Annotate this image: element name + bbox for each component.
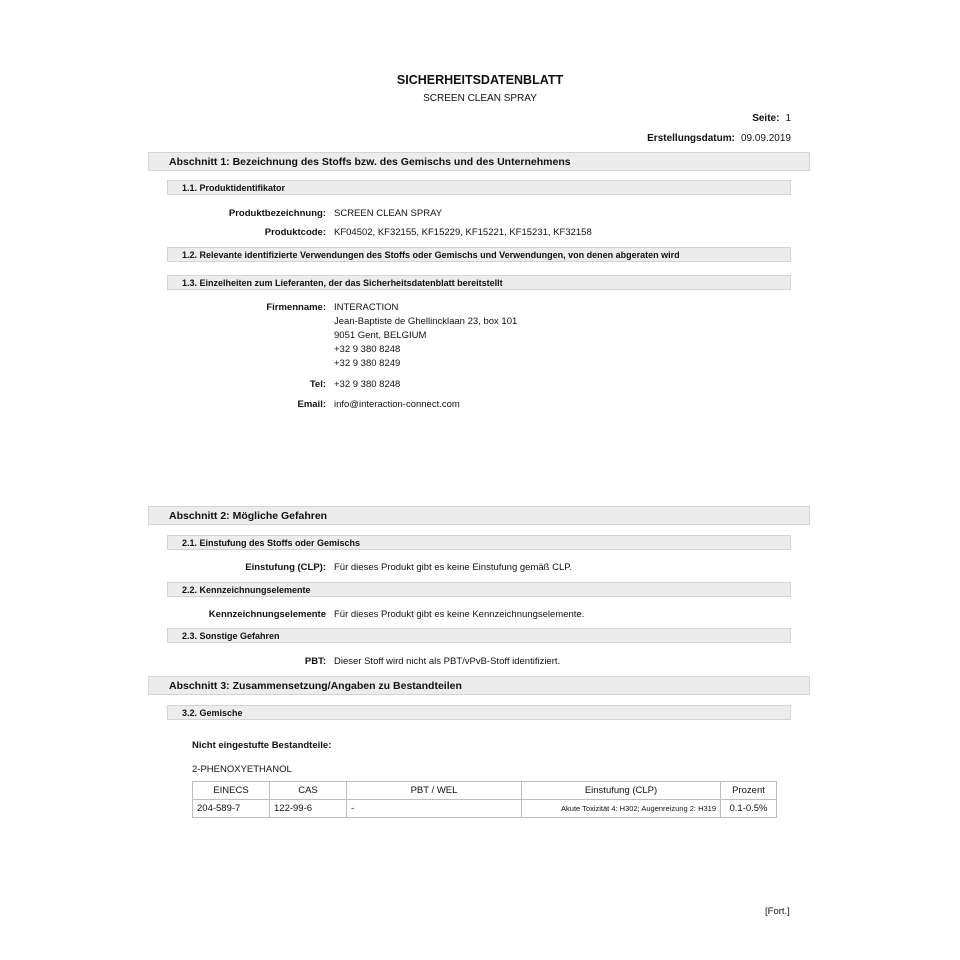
table-row (193, 800, 777, 818)
cell-classification: Akute Toxizität 4: H302; Augenreizung 2: H319 (522, 800, 721, 818)
classification-value: Für dieses Produkt gibt es keine Einstufung gemäß CLP. (334, 562, 572, 573)
subsection-1-1-header: 1.1. Produktidentifikator (167, 180, 791, 195)
tel-value: +32 9 380 8248 (334, 379, 401, 390)
pbt-label: PBT: (304, 656, 326, 667)
subsection-3-2-header: 3.2. Gemische (167, 705, 791, 720)
email-label: Email: (297, 399, 326, 410)
header-einecs: EINECS (193, 782, 270, 800)
section-3-header: Abschnitt 3: Zusammensetzung/Angaben zu Bestandteilen (148, 676, 810, 695)
subsection-1-3-header: 1.3. Einzelheiten zum Lieferanten, der das Sicherheitsdatenblatt bereitstellt (167, 275, 791, 290)
product-name-value: SCREEN CLEAN SPRAY (334, 208, 443, 219)
company-phone-1: +32 9 380 8248 (334, 344, 401, 355)
page-label: Seite: (752, 113, 780, 124)
classification-label: Einstufung (CLP): (245, 562, 326, 573)
section-2-header: Abschnitt 2: Mögliche Gefahren (148, 506, 810, 525)
company-name: INTERACTION (334, 302, 399, 313)
date-value: 09.09.2019 (740, 133, 791, 144)
document-subtitle: SCREEN CLEAN SPRAY (423, 93, 537, 104)
components-table (192, 781, 777, 818)
unclassified-components-label: Nicht eingestufte Bestandteile: (192, 740, 332, 751)
header-percent: Prozent (721, 782, 777, 800)
tel-label: Tel: (309, 379, 326, 390)
creation-date (647, 133, 791, 144)
product-code-value: KF04502, KF32155, KF15229, KF15221, KF15231, KF32158 (334, 227, 592, 238)
page-value: 1 (785, 113, 791, 124)
cell-percent: 0.1-0.5% (721, 800, 777, 818)
cell-einecs: 204-589-7 (193, 800, 270, 818)
product-name-label: Produktbezeichnung: (228, 208, 326, 219)
table-header-row (193, 782, 777, 800)
company-street: Jean-Baptiste de Ghellincklaan 23, box 101 (334, 316, 518, 327)
labelling-value: Für dieses Produkt gibt es keine Kennzeichnungselemente. (334, 609, 585, 620)
page-number (752, 113, 791, 124)
continued-marker: [Fort.] (765, 906, 790, 917)
labelling-label: Kennzeichnungselemente (208, 609, 326, 620)
subsection-2-1-header: 2.1. Einstufung des Stoffs oder Gemischs (167, 535, 791, 550)
subsection-2-3-header: 2.3. Sonstige Gefahren (167, 628, 791, 643)
subsection-1-2-header: 1.2. Relevante identifizierte Verwendungen des Stoffs oder Gemischs und Verwendungen, von denen abgeraten wird (167, 247, 791, 262)
company-city: 9051 Gent, BELGIUM (334, 330, 427, 341)
date-label: Erstellungsdatum: (647, 133, 735, 144)
cell-cas: 122-99-6 (270, 800, 347, 818)
header-cas: CAS (270, 782, 347, 800)
section-1-header: Abschnitt 1: Bezeichnung des Stoffs bzw. des Gemischs und des Unternehmens (148, 152, 810, 171)
subsection-2-2-header: 2.2. Kennzeichnungselemente (167, 582, 791, 597)
company-label: Firmenname: (266, 302, 326, 313)
product-code-label: Produktcode: (264, 227, 326, 238)
header-pbt-wel: PBT / WEL (347, 782, 522, 800)
cell-pbt-wel: - (347, 800, 522, 818)
company-phone-2: +32 9 380 8249 (334, 358, 401, 369)
header-classification: Einstufung (CLP) (522, 782, 721, 800)
pbt-value: Dieser Stoff wird nicht als PBT/vPvB-Stoff identifiziert. (334, 656, 561, 667)
substance-name: 2-PHENOXYETHANOL (192, 764, 292, 775)
document-title: SICHERHEITSDATENBLATT (396, 73, 564, 87)
email-value: info@interaction-connect.com (334, 399, 460, 410)
